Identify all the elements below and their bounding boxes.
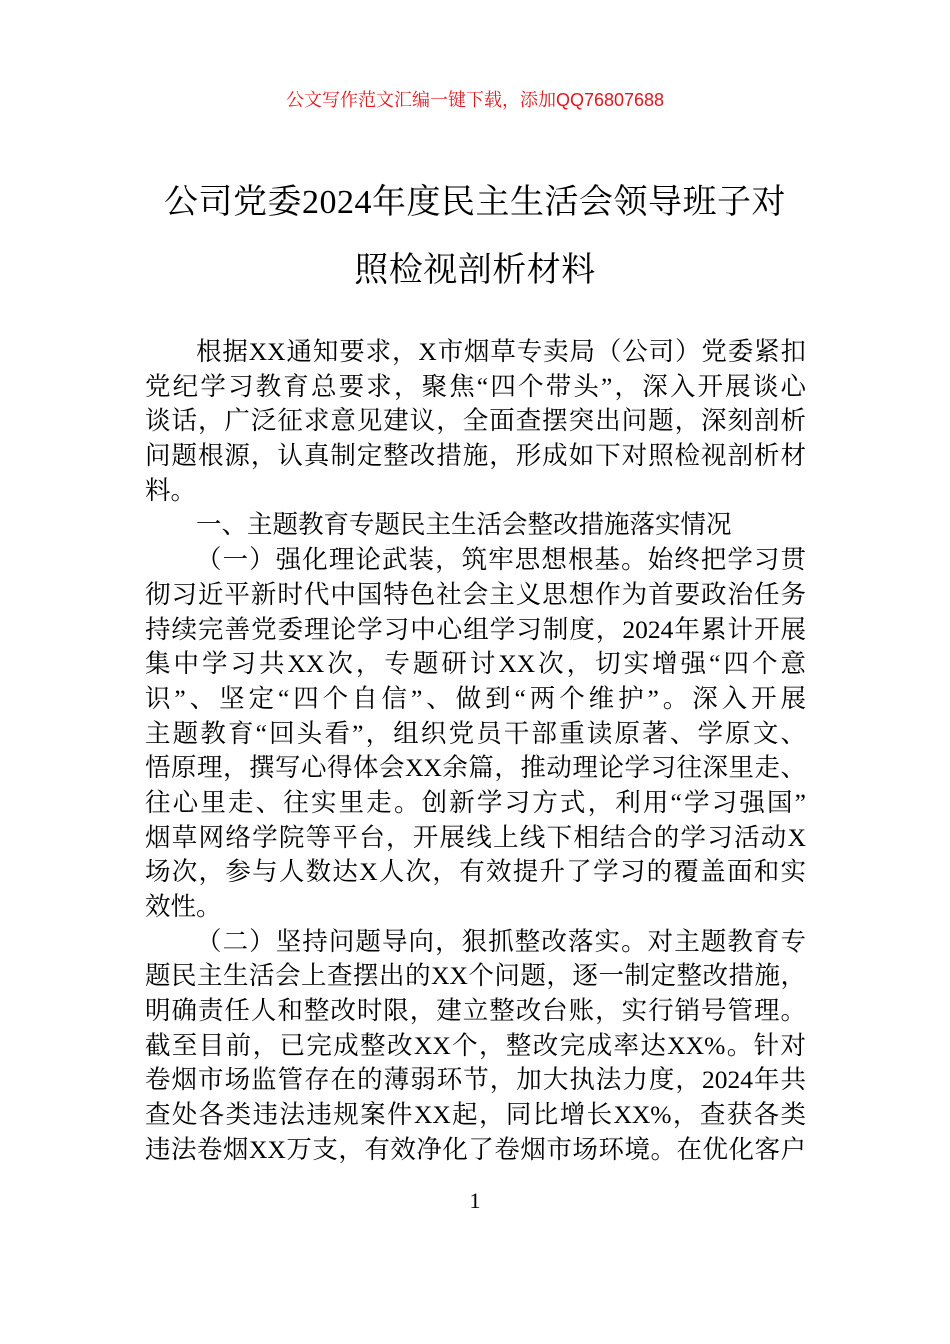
body-line: 往心里走、往实里走。创新学习方式，利用“学习强国” — [145, 787, 806, 817]
section-heading: 一、主题教育专题民主生活会整改措施落实情况 — [196, 510, 732, 540]
body-line: 持续完善党委理论学习中心组学习制度，2024年累计开展 — [145, 614, 806, 644]
body-line: 集中学习共XX次，专题研讨XX次，切实增强“四个意 — [145, 649, 806, 679]
document-title-line-2: 照检视剖析材料 — [354, 252, 596, 289]
body-line: 识”、坚定“四个自信”、做到“两个维护”。深入开展 — [145, 683, 806, 713]
body-line: 卷烟市场监管存在的薄弱环节，加大执法力度，2024年共 — [145, 1065, 806, 1095]
body-line: 截至目前，已完成整改XX个，整改完成率达XX%。针对 — [145, 1030, 806, 1060]
body-line: 违法卷烟XX万支，有效净化了卷烟市场环境。在优化客户 — [145, 1134, 806, 1164]
body-line: 主题教育“回头看”，组织党员干部重读原著、学原文、 — [145, 718, 806, 748]
body-line: 问题根源，认真制定整改措施，形成如下对照检视剖析材 — [145, 441, 806, 471]
document-body — [145, 335, 806, 1168]
subsection-heading-line: （一）强化理论武装，筑牢思想根基。始终把学习贯 — [196, 545, 806, 575]
body-line: 题民主生活会上查摆出的XX个问题，逐一制定整改措施， — [145, 961, 806, 991]
body-line: 效性。 — [145, 892, 222, 921]
body-line: 根据XX通知要求，X市烟草专卖局（公司）党委紧扣 — [196, 337, 806, 366]
body-line: 党纪学习教育总要求，聚焦“四个带头”，深入开展谈心 — [145, 371, 806, 401]
body-line: 烟草网络学院等平台，开展线上线下相结合的学习活动X — [145, 822, 806, 852]
body-line: 料。 — [145, 475, 197, 505]
document-title-line-1: 公司党委2024年度民主生活会领导班子对 — [164, 184, 786, 221]
body-line: 场次，参与人数达X人次，有效提升了学习的覆盖面和实 — [145, 857, 806, 887]
body-line: 明确责任人和整改时限，建立整改台账，实行销号管理。 — [145, 996, 806, 1026]
body-line: 查处各类违法违规案件XX起，同比增长XX%，查获各类 — [145, 1100, 806, 1130]
body-line: 彻习近平新时代中国特色社会主义思想作为首要政治任务 — [145, 579, 806, 609]
page-number: 1 — [469, 1188, 481, 1213]
body-line: 谈话，广泛征求意见建议，全面查摆突出问题，深刻剖析 — [145, 406, 806, 436]
download-note-header: 公文写作范文汇编一键下载，添加QQ76807688 — [285, 90, 665, 110]
subsection-heading-line: （二）坚持问题导向，狠抓整改落实。对主题教育专 — [196, 926, 806, 956]
body-line: 悟原理，撰写心得体会XX余篇，推动理论学习往深里走、 — [145, 753, 806, 783]
